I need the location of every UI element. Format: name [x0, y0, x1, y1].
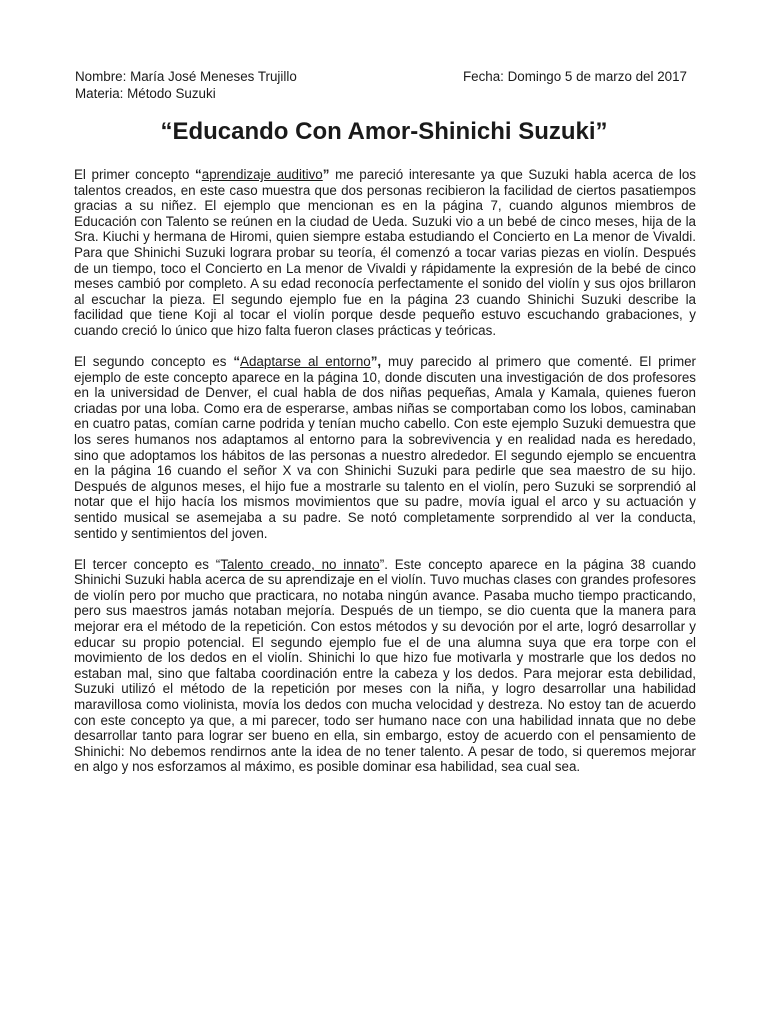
paragraph-2-text: muy parecido al primero que comenté. El primer ejemplo de este concepto aparece en la página 10, donde discuten una investigación de dos profesores en la universidad de Denver, el cual habla de dos niñas pequeñas, Amala y Kamala, quienes fueron criadas por una loba. Como era de esperarse, ambas niñas se comportaban como los lobos, caminaban en cuatro patas, comían carne podrida y tenían mucho cabello. Con este ejemplo Suzuki demuestra que los seres humanos nos adaptamos al entorno para la sobrevivencia y en realidad nada es heredado, sino que adoptamos los hábitos de las personas a nuestro alrededor. El segundo ejemplo se encuentra en la página 16 cuando el señor X va con Shinichi Suzuki para pedirle que sea maestro de su hijo. Después de algunos meses, el hijo fue a mostrarle su talento en el violín, pero Suzuki se sorprendió al notar que el hijo hacía los mismos movimientos que su padre, movía igual el arco y su actuación y sentido musical se asemejaba a su padre. Se notó completamente sorprendido al ver la conducta, sentido y sentimientos del joven. — [74, 354, 697, 541]
header-block — [75, 68, 695, 102]
header-row — [75, 68, 695, 85]
document-date: Fecha: Domingo 5 de marzo del 2017 — [462, 69, 687, 84]
paragraph-2-quote-close: ”, — [370, 354, 382, 370]
paragraph-1-quote-close: ” — [322, 167, 330, 182]
paragraph-3-term: Talento creado, no innato — [220, 556, 380, 572]
paragraph-3-quote-close: ” — [379, 556, 385, 572]
subject-line: Materia: Método Suzuki — [75, 86, 216, 101]
paragraph-2-intro: El segundo concepto es — [74, 354, 234, 370]
document-title: “Educando Con Amor-Shinichi Suzuki” — [160, 118, 608, 145]
paragraph-2 — [74, 354, 696, 541]
paragraph-3-intro: El tercer concepto es — [74, 556, 216, 572]
paragraph-2-term: Adaptarse al entorno — [240, 354, 371, 370]
paragraph-3-text: . Este concepto aparece en la página 38 cuando Shinichi Suzuki habla acerca de su aprendizaje en el violín. Tuvo muchas clases con grandes profesores de violín pero por mucho que practicara, no notaba ningún avance. Pasaba mucho tiempo practicando, pero sus maestros jamás notaban mejoría. Después de un tiempo, se dio cuenta que la manera para mejorar era el método de la repetición. Con estos métodos y su devoción por el arte, logró desarrollar y educar su propio potencial. El segundo ejemplo fue el de una alumna suya que era torpe con el movimiento de los dedos en el violín. Shinichi lo que hizo fue motivarla y mostrarle que los dedos no estaban mal, sino que faltaba coordinación entre la cabeza y los dedos. Para mejorar esta debilidad, Suzuki utilizó el método de la repetición por meses con la niña, y logro desarrollar una habilidad maravillosa como violinista, movía los dedos con mucha velocidad y destreza. No estoy tan de acuerdo con este concepto ya que, a mi parecer, todo ser humano nace con una habilidad innata que no debe desarrollar tanto para lograr ser bueno en ella, sin embargo, estoy de acuerdo con el pensamiento de Shinichi: No debemos rendirnos ante la idea de no tener talento. A pesar de todo, si queremos mejorar en algo y nos esforzamos al máximo, es posible dominar esa habilidad, sea cual sea. — [74, 556, 696, 775]
paragraph-1-intro: El primer concepto — [74, 167, 196, 182]
paragraph-3 — [74, 557, 696, 775]
student-name: Nombre: María José Meneses Trujillo — [75, 69, 297, 84]
paragraph-1 — [74, 167, 696, 339]
document-body — [74, 167, 696, 790]
paragraph-1-term: aprendizaje auditivo — [201, 167, 323, 182]
paragraph-1-quote-open: “ — [195, 167, 202, 182]
paragraph-3-quote-open: “ — [215, 556, 221, 572]
paragraph-1-text: me pareció interesante ya que Suzuki habla acerca de los talentos creados, en este caso muestra que dos personas recibieron la facilidad de ciertos pasatiempos gracias a su niñez. El ejemplo que mencionan es en la página 7, cuando algunos miembros de Educación con Talento se reúnen en la ciudad de Ueda. Suzuki vio a un bebé de cinco meses, hija de la Sra. Kiuchi y hermana de Hiromi, quien siempre estaba estudiando el Concierto en La menor de Vivaldi. Para que Shinichi Suzuki lograra probar su teoría, él comenzó a tocar varias piezas en violín. Después de un tiempo, toco el Concierto en La menor de Vivaldi y rápidamente la expresión de la bebé de cinco meses cambió por completo. A su edad reconocía perfectamente el sonido del violín y sus ojos brillaron al escuchar la pieza. El segundo ejemplo fue en la página 23 cuando Shinichi Suzuki describe la facilidad que tiene Koji al tocar el violín porque desde pequeño estuvo escuchando grabaciones, y cuando creció lo único que hizo falta fueron clases prácticas y teóricas. — [74, 167, 697, 338]
paragraph-2-quote-open: “ — [233, 354, 241, 370]
